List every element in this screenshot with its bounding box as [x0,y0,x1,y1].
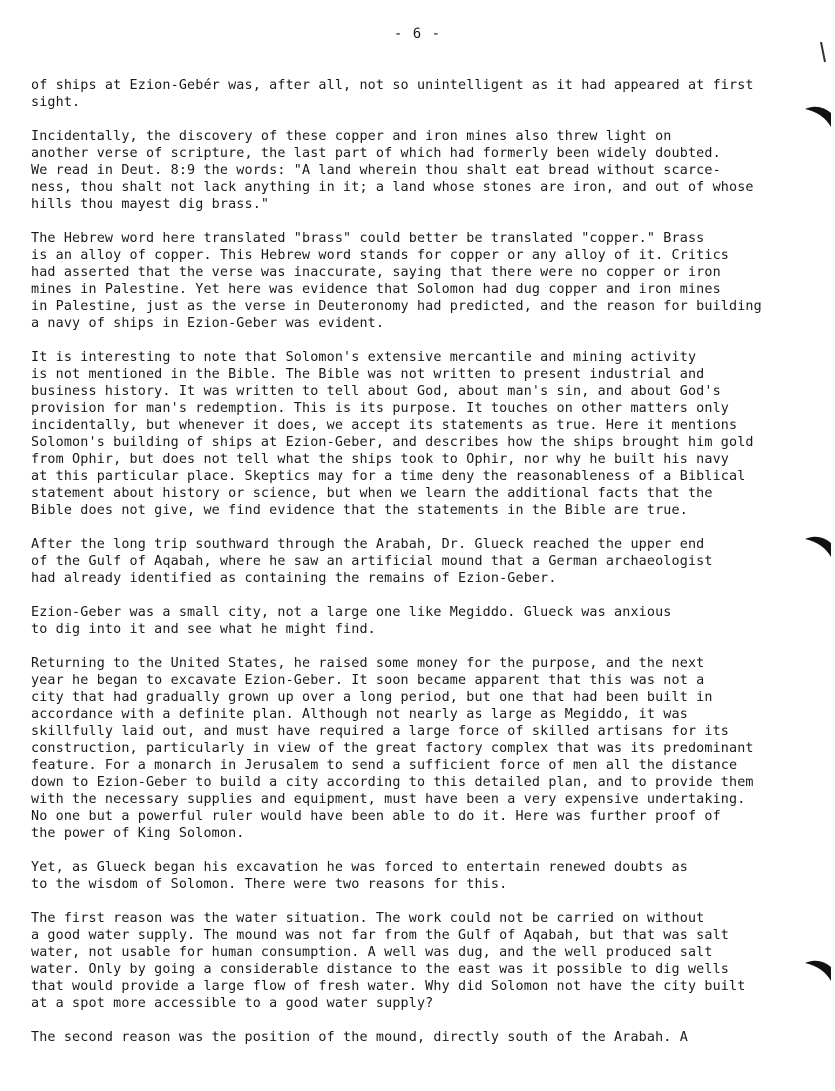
paragraph: The second reason was the position of the mound, directly south of the Arabah. A [31,1030,688,1045]
paragraph: Ezion-Geber was a small city, not a large one like Megiddo. Glueck was anxious to dig into it and see what he might find. [31,605,672,637]
paragraph: It is interesting to note that Solomon's extensive mercantile and mining activity is not mentioned in the Bible. The Bible was not written to present industrial and business history. It was written to tell about God, about man's sin, and about God's provision for man's redemption. This is its purpose. It touches on other matters only incidentally, but whenever it does, we accept its statements as true. Here it mentions Solomon's building of ships at Ezion-Geber, and describes how the ships brought him gold from Ophir, but does not tell what the ships took to Ophir, nor why he built his navy at this particular place. Skeptics may for a time deny the reasonableness of a Biblical statement about history or science, but when we learn the additional facts that the Bible does not give, we find evidence that the statements in the Bible are true. [31,350,754,518]
body-text [31,77,776,1063]
paragraph: of ships at Ezion-Gebér was, after all, not so unintelligent as it had appeared at first sight. [31,78,754,110]
binding-mark-icon [819,42,827,64]
paragraph: Returning to the United States, he raised some money for the purpose, and the next year he began to excavate Ezion-Geber. It soon became apparent that this was not a city that had gradually grown up over a long period, but one that had been built in accordance with a definite plan. Although not nearly as large as Megiddo, it was skillfully laid out, and must have required a large force of skilled artisans for its construction, particularly in view of the great factory complex that was its predominant feature. For a monarch in Jerusalem to send a sufficient force of men all the distance down to Ezion-Geber to build a city according to this detailed plan, and to provide them with the necessary supplies and equipment, must have been a very expensive undertaking. No one but a powerful ruler would have been able to do it. Here was further proof of the power of King Solomon. [31,656,754,841]
page-number: - 6 - [393,26,442,42]
paragraph: Yet, as Glueck began his excavation he was forced to entertain renewed doubts as to the wisdom of Solomon. There were two reasons for this. [31,860,688,892]
scan-hole-mark-icon [803,533,833,559]
paragraph: Incidentally, the discovery of these copper and iron mines also threw light on another verse of scripture, the last part of which had formerly been widely doubted. We read in Deut. 8:9 the words: "A land wherein thou shalt eat bread without scarce- ness, thou shalt not lack anything in it; a land whose stones are iron, and out of whose hills thou mayest dig brass." [31,129,754,212]
paragraph: After the long trip southward through the Arabah, Dr. Glueck reached the upper end of the Gulf of Aqabah, where he saw an artificial mound that a German archaeologist had already identified as containing the remains of Ezion-Geber. [31,537,713,586]
paragraph: The Hebrew word here translated "brass" could better be translated "copper." Brass is an alloy of copper. This Hebrew word stands for copper or any alloy of it. Critics had asserted that the verse was inaccurate, saying that there were no copper or iron mines in Palestine. Yet here was evidence that Solomon had dug copper and iron mines in Palestine, just as the verse in Deuteronomy had predicted, and the reason for building a navy of ships in Ezion-Geber was evident. [31,231,762,331]
paragraph: The first reason was the water situation. The work could not be carried on without a good water supply. The mound was not far from the Gulf of Aqabah, but that was salt water, not usable for human consumption. A well was dug, and the well produced salt water. Only by going a considerable distance to the east was it possible to dig wells that would provide a large flow of fresh water. Why did Solomon not have the city built at a spot more accessible to a good water supply? [31,911,746,1011]
scan-hole-mark-icon [803,957,833,983]
scan-hole-mark-icon [803,103,833,129]
